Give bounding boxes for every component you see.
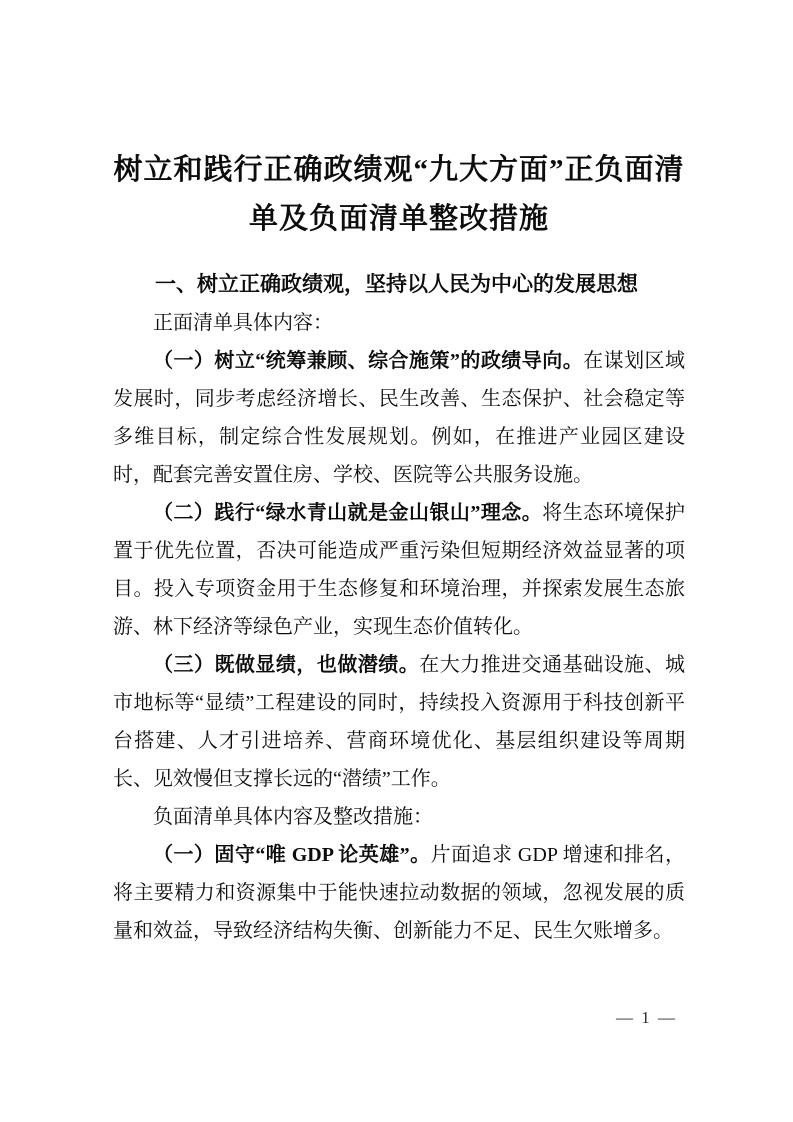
document-title xyxy=(113,146,685,244)
positive-item-1-text: 在谋划区域发展时，同步考虑经济增长、民生改善、生态保护、社会稳定等多维目标，制定综合性发展规划。例如，在推进产业园区建设时，配套完善安置住房、学校、医院等公共服务设施。 xyxy=(113,350,686,486)
positive-item-3-lead: （三）既做显绩，也做潜绩。 xyxy=(153,654,420,676)
section-heading: 一、树立正确政绩观，坚持以人民为中心的发展思想 xyxy=(155,273,638,296)
document-title-line-1: 树立和践行正确政绩观“九大方面”正负面清 xyxy=(113,154,685,186)
negative-list-label: 负面清单具体内容及整改措施： xyxy=(153,806,433,828)
positive-item-3-text: 在大力推进交通基础设施、城市地标等“显绩”工程建设的同时，持续投入资源用于科技创新平台搭建、人才引进培养、营商环境优化、基层组织建设等周期长、见效慢但支撑长远的“潜绩”工作。 xyxy=(113,654,686,790)
positive-item-2-text: 将生态环境保护置于优先位置，否决可能造成严重污染但短期经济效益显著的项目。投入专项资金用于生态修复和环境治理，并探索发展生态旅游、林下经济等绿色产业，实现生态价值转化。 xyxy=(113,502,686,638)
positive-item-2-lead: （二）践行“绿水青山就是金山银山”理念。 xyxy=(153,502,543,524)
positive-list-label: 正面清单具体内容： xyxy=(153,312,333,334)
page-number: — 1 — xyxy=(616,1008,677,1027)
document-content xyxy=(113,146,685,950)
positive-item-3 xyxy=(113,646,685,798)
negative-item-1-text: 片面追求 GDP 增速和排名，将主要精力和资源集中于能快速拉动数据的领域，忽视发展的质量和效益，导致经济结构失衡、创新能力不足、民生欠账增多。 xyxy=(113,844,685,942)
document-title-line-2: 单及负面清单整改措施 xyxy=(248,203,549,235)
positive-item-1-lead: （一）树立“统筹兼顾、综合施策”的政绩导向。 xyxy=(153,350,584,372)
negative-item-1 xyxy=(113,836,685,950)
negative-item-1-lead: （一）固守“唯 GDP 论英雄”。 xyxy=(153,844,431,866)
positive-item-1 xyxy=(113,342,685,494)
positive-item-2 xyxy=(113,494,685,646)
